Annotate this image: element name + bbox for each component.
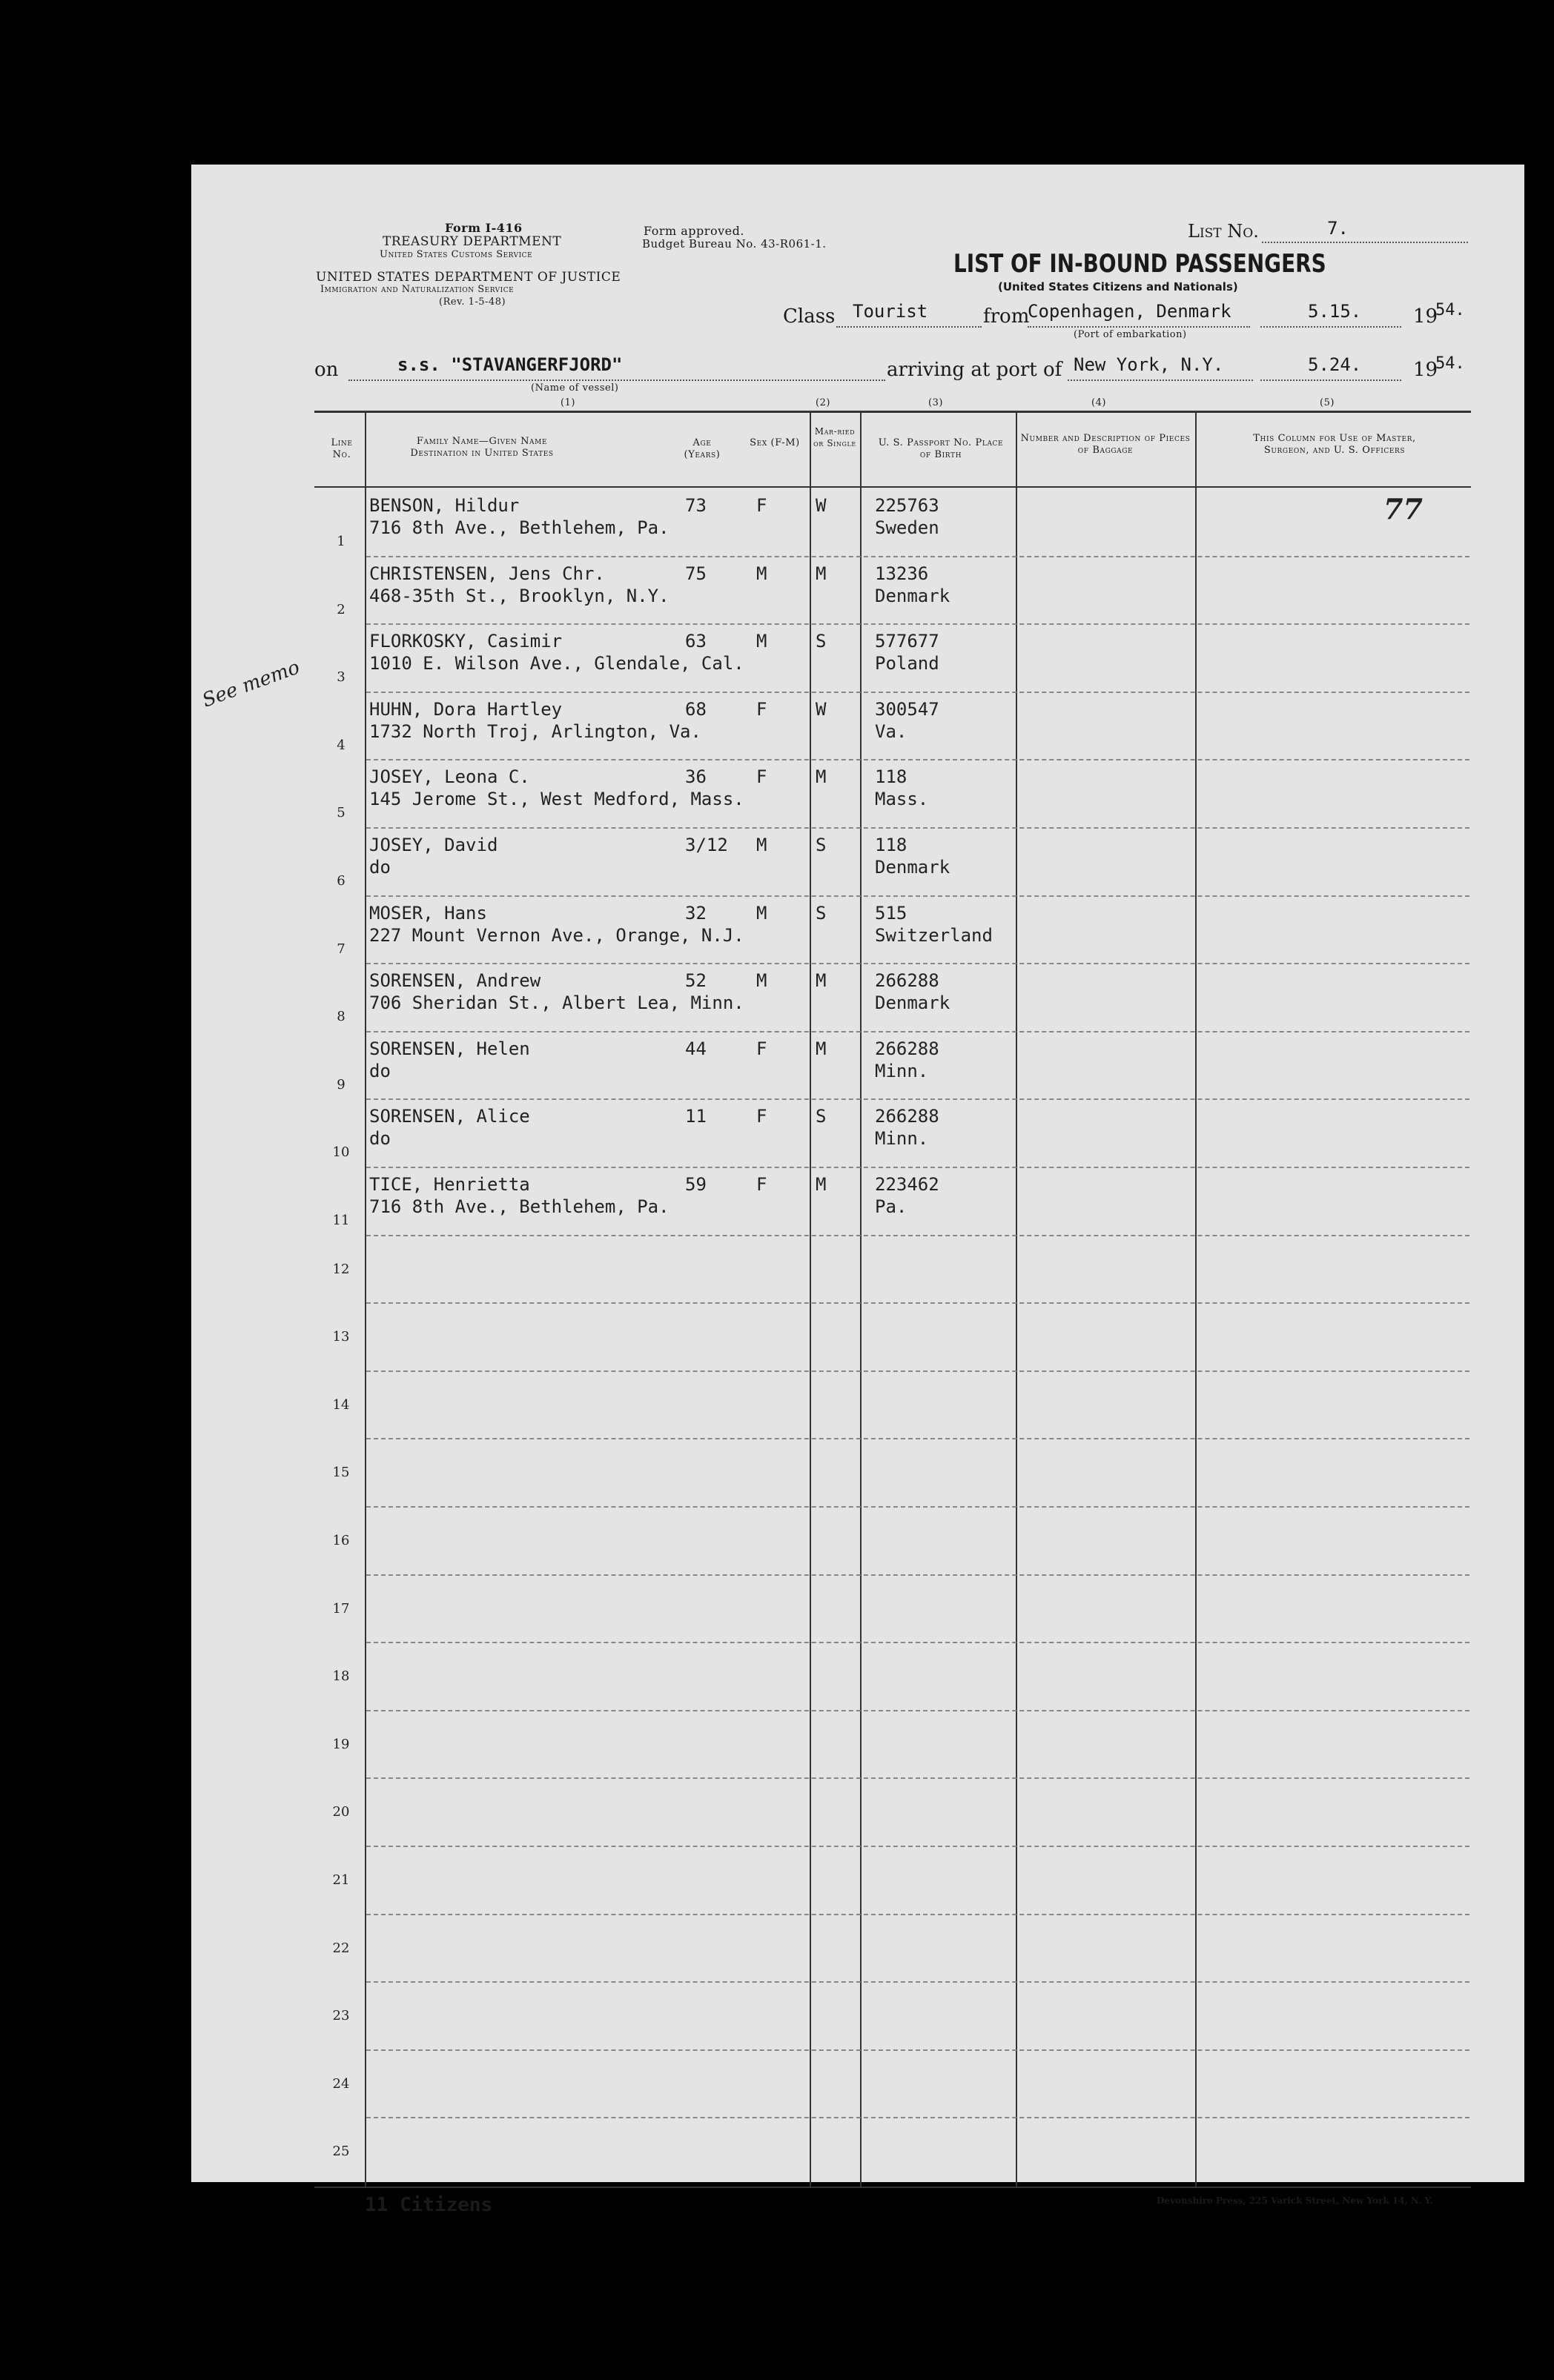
passenger-name: MOSER, Hans: [369, 902, 487, 924]
row-separator: [366, 759, 1469, 760]
header-age: Age (Years): [684, 437, 721, 460]
passenger-address: 716 8th Ave., Bethlehem, Pa.: [369, 517, 669, 538]
line-number: 7: [337, 941, 345, 957]
passenger-birth: Denmark: [875, 992, 950, 1014]
passenger-passport: 577677: [875, 631, 939, 652]
row-separator: [366, 1914, 1469, 1915]
passenger-married: S: [816, 1106, 827, 1127]
line-number: 21: [332, 1872, 350, 1888]
col-divider: [1195, 412, 1197, 2187]
header-line-no: Line No.: [331, 437, 353, 460]
line-number: 6: [337, 873, 345, 889]
line-number: 15: [332, 1465, 350, 1481]
passenger-sex: F: [756, 698, 767, 720]
line-number: 10: [332, 1144, 350, 1161]
line-number: 19: [332, 1736, 350, 1752]
line-number: 16: [332, 1533, 350, 1548]
margin-note: See memo: [199, 656, 303, 712]
row-separator: [366, 2117, 1469, 2118]
passenger-married: S: [816, 902, 827, 924]
header-sex: Sex (F-M): [750, 437, 800, 448]
printer-credit: Devonshire Press, 225 Varick Street, New York 14, N. Y.: [1157, 2195, 1433, 2206]
passenger-name: HUHN, Dora Hartley: [369, 698, 563, 720]
line-number: 3: [337, 669, 345, 686]
port-caption: (Port of embarkation): [1074, 329, 1187, 340]
year-prefix: 19: [1413, 305, 1438, 328]
col-divider: [365, 412, 366, 2187]
col-number: (4): [1091, 397, 1106, 408]
passenger-birth: Sweden: [875, 517, 939, 538]
passenger-age: 73: [685, 495, 707, 516]
port-of-embarkation: Copenhagen, Denmark: [1028, 301, 1231, 322]
passenger-name: TICE, Henrietta: [369, 1174, 530, 1195]
passenger-age: 59: [685, 1174, 707, 1195]
line-number: 2: [337, 601, 345, 617]
vessel-line: [348, 379, 885, 381]
header-name: Family Name—Given Name: [416, 436, 548, 447]
passenger-birth: Mass.: [875, 789, 929, 810]
departure-year: 54.: [1435, 301, 1465, 319]
passenger-name: CHRISTENSEN, Jens Chr.: [369, 563, 605, 584]
class-line: [836, 326, 982, 328]
list-no-line: [1262, 242, 1468, 243]
col-number: (3): [928, 397, 943, 408]
arrival-year: 54.: [1435, 354, 1465, 373]
manifest-sheet: [191, 165, 1524, 2182]
line-number: 14: [332, 1396, 350, 1413]
page-subtitle: (United States Citizens and Nationals): [998, 280, 1238, 294]
year-prefix: 19: [1413, 359, 1438, 381]
passenger-birth: Minn.: [875, 1128, 929, 1150]
passenger-married: W: [816, 698, 827, 720]
header-bottom-border: [314, 486, 1471, 488]
passenger-passport: 118: [875, 835, 907, 855]
form-approved: Form approved.: [644, 224, 744, 238]
arrival-port: New York, N.Y.: [1074, 354, 1224, 375]
row-separator: [366, 1506, 1469, 1508]
passenger-birth: Denmark: [875, 585, 950, 606]
header-officers: This Column for Use of Master, Surgeon, and U. S. Officers: [1253, 433, 1416, 456]
passenger-age: 68: [685, 698, 707, 720]
passenger-name: FLORKOSKY, Casimir: [369, 631, 563, 652]
passenger-age: 44: [685, 1038, 707, 1059]
passenger-address: 1010 E. Wilson Ave., Glendale, Cal.: [369, 653, 744, 674]
passenger-married: M: [816, 563, 827, 584]
passenger-sex: M: [756, 563, 767, 584]
passenger-name: JOSEY, Leona C.: [369, 766, 530, 788]
row-separator: [366, 1370, 1469, 1372]
arriving-label: arriving at port of: [887, 359, 1062, 381]
passenger-name: BENSON, Hildur: [369, 495, 520, 516]
page-title: LIST OF IN-BOUND PASSENGERS: [953, 249, 1326, 279]
passenger-sex: F: [756, 1038, 767, 1059]
passenger-married: M: [816, 970, 827, 992]
departure-date: 5.15.: [1308, 301, 1362, 322]
passenger-sex: F: [756, 495, 767, 516]
line-number: 20: [332, 1804, 350, 1820]
passenger-age: 52: [685, 970, 707, 992]
passenger-passport: 300547: [875, 698, 939, 720]
arrival-port-line: [1068, 379, 1253, 381]
treasury-dept: TREASURY DEPARTMENT: [383, 234, 562, 249]
passenger-birth: Denmark: [875, 857, 950, 878]
line-number: 25: [332, 2144, 350, 2160]
passenger-passport: 515: [875, 902, 907, 924]
justice-dept: UNITED STATES DEPARTMENT OF JUSTICE: [316, 270, 621, 285]
passenger-address: 227 Mount Vernon Ave., Orange, N.J.: [369, 924, 744, 946]
passenger-passport: 118: [875, 766, 907, 788]
line-number: 5: [337, 805, 345, 821]
passenger-married: M: [816, 1174, 827, 1195]
passenger-sex: M: [756, 970, 767, 992]
form-number: Form I-416: [445, 221, 523, 235]
list-no-label: List No.: [1188, 221, 1259, 242]
depart-date-line: [1260, 326, 1401, 328]
row-separator: [366, 895, 1469, 897]
passenger-married: S: [816, 835, 827, 855]
header-baggage: Number and Description of Pieces of Baggage: [1020, 433, 1191, 456]
passenger-address: 716 8th Ave., Bethlehem, Pa.: [369, 1196, 669, 1217]
line-number: 12: [332, 1261, 350, 1277]
passenger-age: 63: [685, 631, 707, 652]
budget-bureau: Budget Bureau No. 43-R061-1.: [642, 237, 827, 251]
citizens-total: 11 Citizens: [365, 2194, 493, 2216]
line-number: 13: [332, 1329, 350, 1345]
row-separator: [366, 1574, 1469, 1576]
line-number: 8: [337, 1009, 345, 1025]
passenger-address: do: [369, 857, 391, 878]
passenger-address: 468-35th St., Brooklyn, N.Y.: [369, 585, 669, 606]
col-divider: [860, 412, 862, 2187]
passenger-married: M: [816, 766, 827, 788]
immigration-service: Immigration and Naturalization Service: [320, 284, 515, 295]
passenger-passport: 225763: [875, 495, 939, 516]
vessel-name: s.s. "STAVANGERFJORD": [397, 354, 623, 375]
passenger-sex: M: [756, 835, 767, 855]
revision: (Rev. 1-5-48): [439, 296, 506, 308]
from-line: [1028, 326, 1250, 328]
passenger-married: S: [816, 631, 827, 652]
row-separator: [366, 2049, 1469, 2051]
row-separator: [366, 1438, 1469, 1439]
row-separator: [366, 623, 1469, 625]
passenger-sex: M: [756, 631, 767, 652]
passenger-age: 3/12: [685, 835, 728, 855]
passenger-name: SORENSEN, Andrew: [369, 970, 541, 992]
row-separator: [366, 1981, 1469, 1983]
line-number: 17: [332, 1600, 350, 1617]
header-passport: U. S. Passport No. Place of Birth: [878, 437, 1004, 460]
passenger-sex: M: [756, 902, 767, 924]
row-separator: [366, 692, 1469, 693]
line-number: 18: [332, 1668, 350, 1685]
row-separator: [366, 556, 1469, 557]
customs-service: United States Customs Service: [380, 249, 533, 260]
col-divider: [1016, 412, 1017, 2187]
line-number: 11: [332, 1213, 350, 1228]
passenger-passport: 223462: [875, 1174, 939, 1195]
col-number: (1): [561, 397, 575, 408]
passenger-age: 36: [685, 766, 707, 788]
passenger-name: SORENSEN, Helen: [369, 1038, 530, 1059]
passenger-married: M: [816, 1038, 827, 1059]
row-separator: [366, 1642, 1469, 1643]
line-number: 22: [332, 1940, 350, 1956]
line-number: 1: [337, 534, 345, 549]
arrival-date-line: [1260, 379, 1401, 381]
passenger-age: 32: [685, 902, 707, 924]
row-separator: [366, 1846, 1469, 1847]
passenger-birth: Poland: [875, 653, 939, 674]
passenger-name: SORENSEN, Alice: [369, 1106, 530, 1127]
header-married: Mar-ried or Single: [813, 426, 856, 448]
class-value: Tourist: [853, 301, 928, 322]
passenger-birth: Va.: [875, 720, 907, 742]
row-separator: [366, 963, 1469, 964]
line-number: 4: [337, 737, 345, 753]
row-separator: [366, 1710, 1469, 1711]
row-separator: [366, 1031, 1469, 1032]
col-number: (5): [1320, 397, 1335, 408]
passenger-age: 75: [685, 563, 707, 584]
on-label: on: [314, 359, 339, 381]
line-number: 24: [332, 2075, 350, 2092]
col-number: (2): [816, 397, 830, 408]
row-separator: [366, 1777, 1469, 1779]
table-top-border: [314, 411, 1471, 413]
table-bottom-border: [314, 2187, 1471, 2188]
list-no-value: 7.: [1327, 218, 1349, 239]
passenger-passport: 266288: [875, 970, 939, 992]
row-separator: [366, 1302, 1469, 1304]
passenger-birth: Pa.: [875, 1196, 907, 1217]
passenger-sex: F: [756, 1106, 767, 1127]
from-label: from: [983, 305, 1030, 328]
header-destination: Destination in United States: [410, 448, 554, 459]
row-separator: [366, 1235, 1469, 1236]
line-number: 9: [337, 1076, 345, 1093]
passenger-address: 145 Jerome St., West Medford, Mass.: [369, 789, 744, 810]
passenger-married: W: [816, 495, 827, 516]
row-separator: [366, 827, 1469, 829]
passenger-sex: F: [756, 766, 767, 788]
passenger-sex: F: [756, 1174, 767, 1195]
line-number: 23: [332, 2008, 350, 2024]
row-separator: [366, 1098, 1469, 1100]
arrival-date: 5.24.: [1308, 354, 1362, 375]
passenger-birth: Switzerland: [875, 924, 993, 946]
passenger-birth: Minn.: [875, 1060, 929, 1081]
vessel-caption: (Name of vessel): [531, 382, 619, 394]
class-label: Class: [783, 305, 836, 328]
row-separator: [366, 1167, 1469, 1168]
passenger-address: do: [369, 1060, 391, 1081]
passenger-name: JOSEY, David: [369, 835, 498, 855]
passenger-address: 706 Sheridan St., Albert Lea, Minn.: [369, 992, 744, 1014]
col-divider: [810, 412, 811, 2187]
passenger-address: do: [369, 1128, 391, 1150]
passenger-passport: 266288: [875, 1106, 939, 1127]
passenger-age: 11: [685, 1106, 707, 1127]
passenger-passport: 266288: [875, 1038, 939, 1059]
passenger-address: 1732 North Troj, Arlington, Va.: [369, 720, 701, 742]
officer-mark: 77: [1383, 492, 1423, 526]
passenger-passport: 13236: [875, 563, 929, 584]
